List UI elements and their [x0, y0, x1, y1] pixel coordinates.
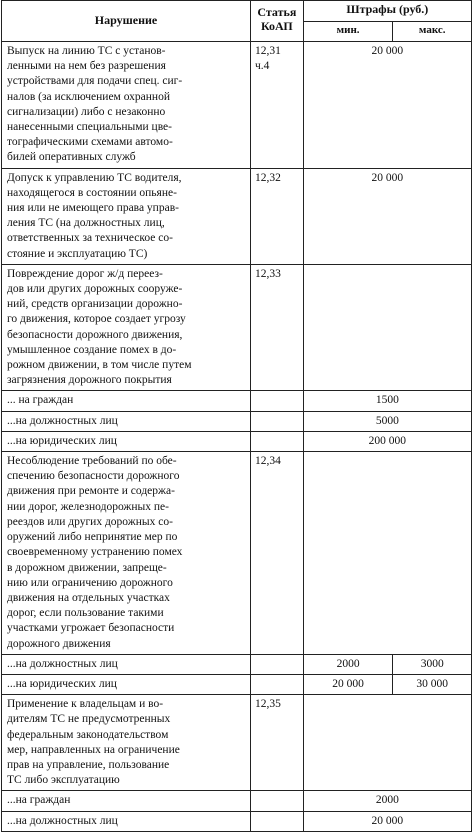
table-subrow: [2, 391, 472, 411]
violation-cell: Выпуск на линию ТС с установ- ленными на нем без разрешения устройствами для подачи спец. сиг- налов (за исключением охранной сигнализации) либо с незаконно нанесенными специальными цве- тографическими схемами автомо- билей оперативных служб: [2, 42, 251, 169]
table-subrow: [2, 811, 472, 831]
fine-cell: 20 000: [303, 811, 471, 831]
article-cell-empty: [251, 411, 304, 431]
violation-cell: Применение к владельцам и во- дителям ТС не предусмотренных федеральным законодательством мер, направленных на ограничение прав на управление, пользование ТС либо эксплуатацию: [2, 695, 251, 791]
fine-cell-empty: [303, 695, 471, 791]
fine-cell: 1500: [303, 391, 471, 411]
subrow-label: ...на должностных лиц: [2, 811, 251, 831]
fines-table: [1, 0, 472, 832]
table-subrow: [2, 791, 472, 811]
table-row: [2, 264, 472, 391]
table-subrow: [2, 431, 472, 451]
header-article-text: Статья КоАП: [257, 5, 297, 33]
header-max: макс.: [393, 21, 472, 42]
article-cell: 12,35: [251, 695, 304, 791]
fine-cell: 20 000: [303, 168, 471, 264]
header-min: мин.: [303, 21, 393, 42]
subrow-label: ...на юридических лиц: [2, 431, 251, 451]
article-cell-empty: [251, 431, 304, 451]
table-subrow: [2, 674, 472, 694]
article-cell: 12,33: [251, 264, 304, 391]
table-row: [2, 42, 472, 169]
subrow-label: ...на граждан: [2, 791, 251, 811]
fine-cell: 200 000: [303, 431, 471, 451]
fine-cell: 2000: [303, 791, 471, 811]
article-cell-empty: [251, 791, 304, 811]
table-row: [2, 168, 472, 264]
article-cell: 12,32: [251, 168, 304, 264]
table-subrow: [2, 411, 472, 431]
article-cell-empty: [251, 811, 304, 831]
subrow-label: ...на должностных лиц: [2, 654, 251, 674]
violation-cell: Несоблюдение требований по обе- спечению безопасности дорожного движения при ремонте и содержа- нии дорог, железнодорожных пе- реездов или других дорожных со- оружений либо непринятие мер по своевременному устранению помех в дорожном движении, запреще- нию или ограничению дорожного движения на отдельных участках дорог, если пользование такими участками угрожает безопасности дорожного движения: [2, 452, 251, 655]
fine-cell-empty: [303, 452, 471, 655]
table-subrow: [2, 654, 472, 674]
article-cell-empty: [251, 654, 304, 674]
violation-cell: Повреждение дорог ж/д переез- дов или других дорожных сооруже- ний, средств организации дорожно- го движения, которое создает угрозу безопасности дорожного движения, умышленное создание помех в до- рожном движении, в том числе путем загрязнения дорожного покрытия: [2, 264, 251, 391]
fine-cell: 20 000: [303, 42, 471, 169]
header-violation: Нарушение: [2, 1, 251, 42]
subrow-label: ...на должностных лиц: [2, 411, 251, 431]
header-fines: Штрафы (руб.): [303, 1, 471, 22]
min-fine-cell: 2000: [303, 654, 393, 674]
fine-cell: 5000: [303, 411, 471, 431]
subrow-label: ... на граждан: [2, 391, 251, 411]
article-cell-empty: [251, 674, 304, 694]
article-cell: 12,31 ч.4: [251, 42, 304, 169]
fine-cell-empty: [303, 264, 471, 391]
article-cell-empty: [251, 391, 304, 411]
max-fine-cell: 3000: [393, 654, 472, 674]
max-fine-cell: 30 000: [393, 674, 472, 694]
violation-cell: Допуск к управлению ТС водителя, находящегося в состоянии опьяне- ния или не имеющего права управ- ления ТС (на должностных лиц, ответственных за техническое со- стояние и эксплуатацию ТС): [2, 168, 251, 264]
min-fine-cell: 20 000: [303, 674, 393, 694]
table-row: [2, 695, 472, 791]
article-cell: 12,34: [251, 452, 304, 655]
subrow-label: ...на юридических лиц: [2, 674, 251, 694]
header-article: [251, 1, 304, 42]
table-row: [2, 452, 472, 655]
